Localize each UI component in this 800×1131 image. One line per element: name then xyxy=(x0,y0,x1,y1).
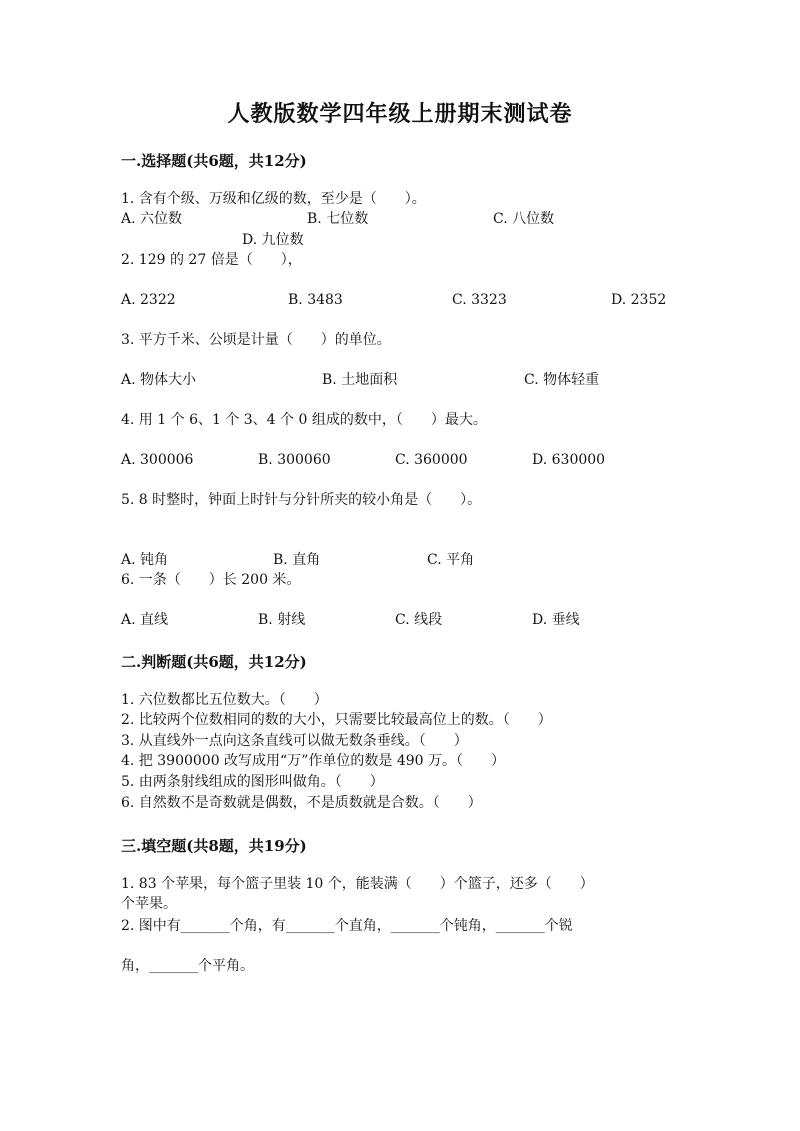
section-heading-judgement: 二.判断题(共6题，共12分) xyxy=(121,653,307,671)
option: B. 300060 xyxy=(258,452,331,468)
option: C. 360000 xyxy=(395,452,468,468)
option: B. 七位数 xyxy=(307,211,369,227)
judgement-item: 5. 由两条射线组成的图形叫做角。（ ） xyxy=(121,774,384,790)
option: B. 3483 xyxy=(288,292,343,308)
question-stem: 2. 129 的 27 倍是（ ）， xyxy=(121,252,302,268)
question-stem: 5. 8 时整时，钟面上时针与分针所夹的较小角是（ ）。 xyxy=(121,492,482,508)
option: C. 平角 xyxy=(427,552,475,568)
option: C. 八位数 xyxy=(493,211,555,227)
option: B. 土地面积 xyxy=(322,372,398,388)
question-stem: 3. 平方千米、公顷是计量（ ）的单位。 xyxy=(121,332,391,348)
option: C. 3323 xyxy=(452,292,507,308)
question-stem: 4. 用 1 个 6、1 个 3、4 个 0 组成的数中，（ ）最大。 xyxy=(121,412,487,428)
option: A. 直线 xyxy=(121,612,169,628)
option: D. 垂线 xyxy=(532,612,580,628)
option: A. 六位数 xyxy=(121,211,183,227)
option: A. 300006 xyxy=(121,452,194,468)
judgement-item: 1. 六位数都比五位数大。（ ） xyxy=(121,692,328,708)
judgement-item: 3. 从直线外一点向这条直线可以做无数条垂线。（ ） xyxy=(121,733,468,749)
section-heading-fill-blank: 三.填空题(共8题，共19分) xyxy=(121,837,307,855)
option: D. 630000 xyxy=(532,452,606,468)
option: C. 线段 xyxy=(395,612,443,628)
option: D. 2352 xyxy=(611,292,667,308)
judgement-item: 2. 比较两个位数相同的数的大小，只需要比较最高位上的数。（ ） xyxy=(121,712,552,728)
option: B. 直角 xyxy=(273,552,321,568)
question-stem: 6. 一条（ ）长 200 米。 xyxy=(121,572,301,588)
fill-blank-line: 1. 83 个苹果，每个篮子里装 10 个，能装满（ ）个篮子，还多（ ） xyxy=(121,876,594,892)
fill-blank-line: 个苹果。 xyxy=(121,896,177,912)
judgement-item: 6. 自然数不是奇数就是偶数，不是质数就是合数。（ ） xyxy=(121,795,482,811)
judgement-item: 4. 把 3900000 改写成用“万”作单位的数是 490 万。（ ） xyxy=(121,753,505,769)
option: D. 九位数 xyxy=(242,232,304,248)
option: A. 2322 xyxy=(121,292,176,308)
option: B. 射线 xyxy=(258,612,306,628)
page-title: 人教版数学四年级上册期末测试卷 xyxy=(227,101,573,127)
section-heading-choice: 一.选择题(共6题，共12分) xyxy=(121,152,307,170)
fill-blank-line: 2. 图中有_______个角，有_______个直角，_______个钝角，_______个锐 xyxy=(121,918,573,934)
option: A. 物体大小 xyxy=(121,372,197,388)
option: C. 物体轻重 xyxy=(524,372,600,388)
question-stem: 1. 含有个级、万级和亿级的数，至少是（ ）。 xyxy=(121,191,426,207)
option: A. 钝角 xyxy=(121,552,169,568)
fill-blank-line: 角，_______个平角。 xyxy=(121,958,254,974)
